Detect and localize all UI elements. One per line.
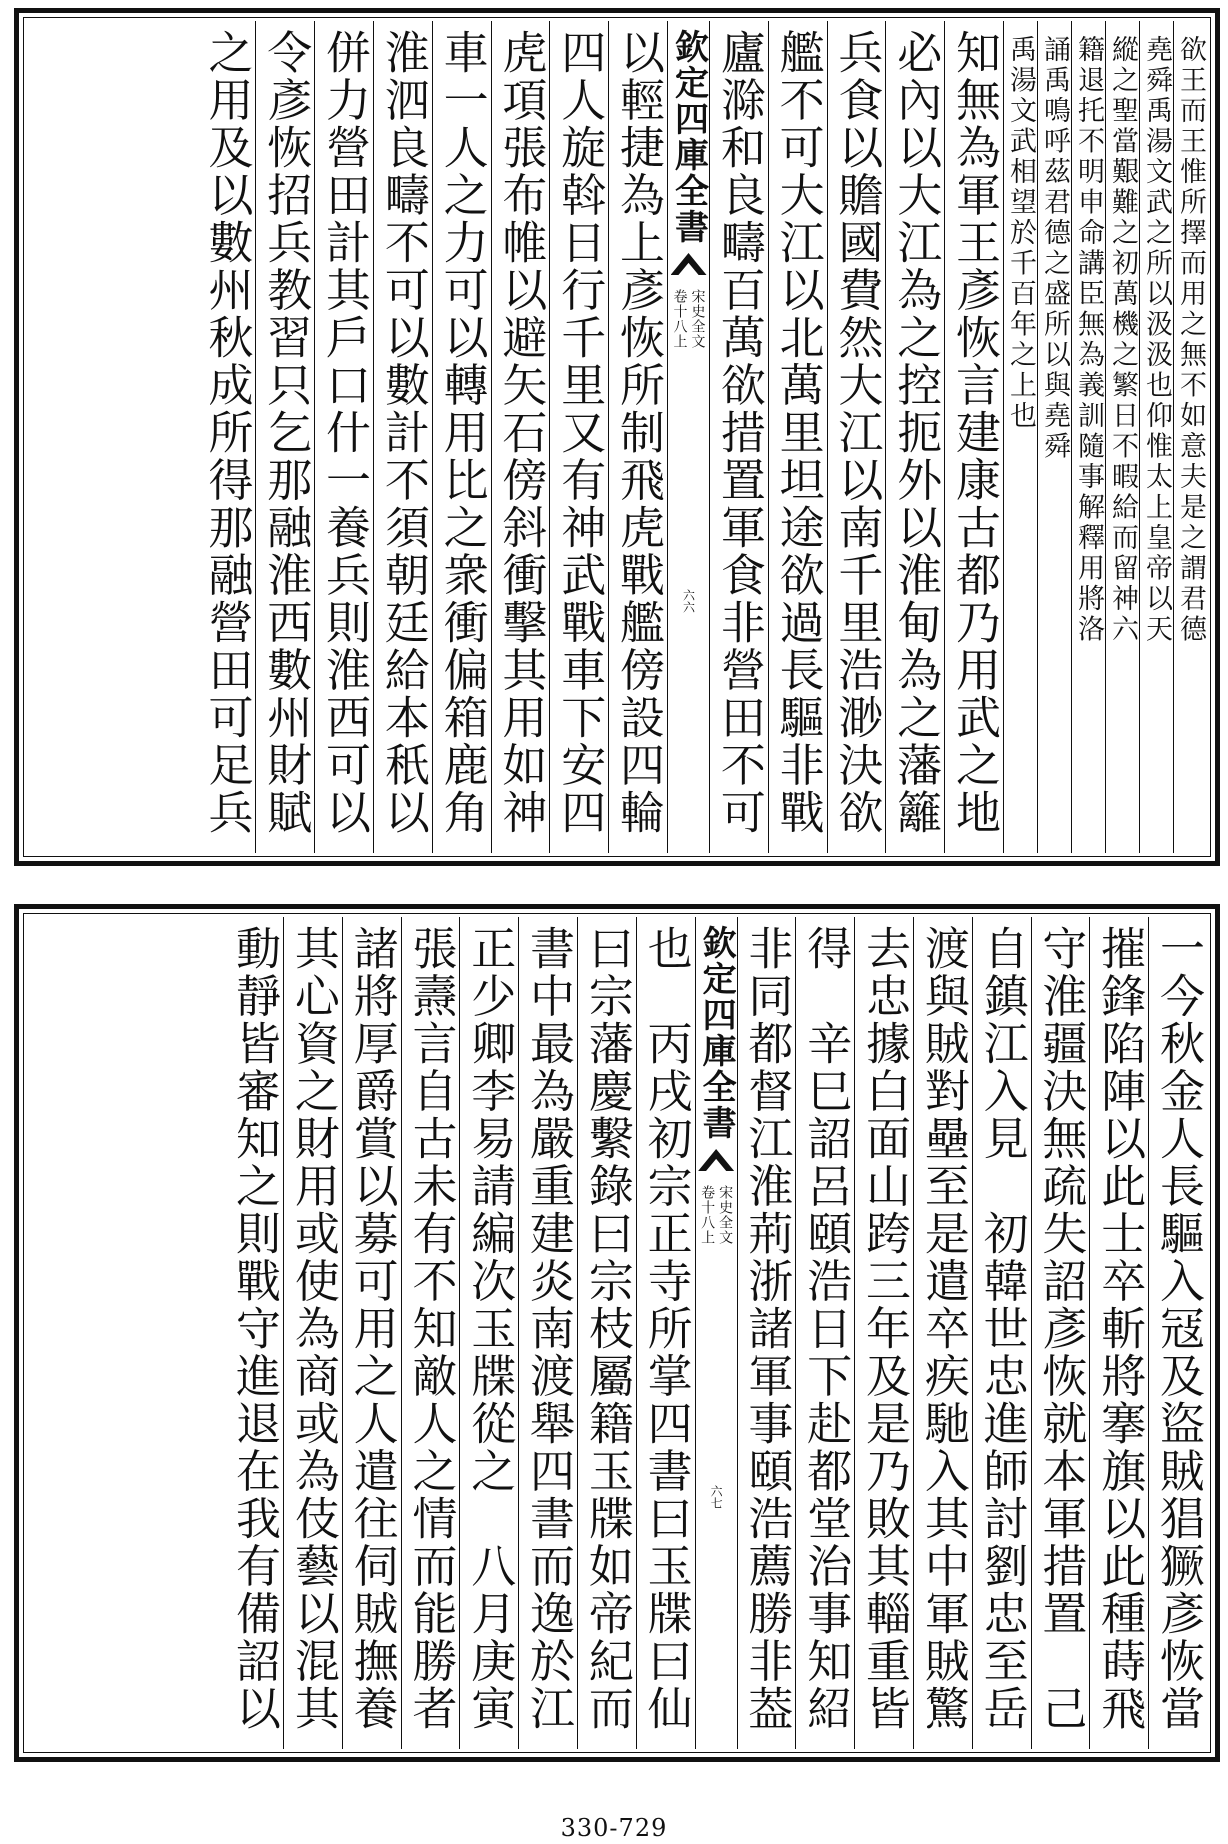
text-column: 也 丙戌初宗正寺所掌四書曰玉牒曰仙 xyxy=(636,917,695,1749)
text-column: 艦不可大江以北萬里坦途欲過長驅非戰 xyxy=(768,21,827,853)
text-column: 書中最為嚴重建炎南渡舉四書而逸於江 xyxy=(518,917,577,1749)
text-column: 必內以大江為之控扼外以淮甸為之藩籬 xyxy=(885,21,944,853)
text-column: 自鎮江入見 初韓世忠進師討劉忠至岳 xyxy=(972,917,1031,1749)
fold-book-title: 宋史全文 xyxy=(717,1185,734,1245)
text-column: 兵食以贍國費然大江以南千里浩渺決欲 xyxy=(827,21,886,853)
fish-tail-mark-icon xyxy=(698,1149,734,1177)
fold-volume: 卷十八上 xyxy=(699,1185,716,1245)
text-column: 車一人之力可以轉用比之衆衝偏箱鹿角 xyxy=(432,21,491,853)
annotation-column: 縱之聖當艱難之初萬機之繁日不暇給而留神六 xyxy=(1105,21,1139,853)
fold-book-title: 宋史全文 xyxy=(689,289,706,349)
text-column: 之用及以數州秋成所得那融營田可足兵 xyxy=(200,29,254,837)
text-column: 非同都督江淮荊浙諸軍事頤浩薦勝非葢 xyxy=(737,917,796,1749)
text-column: 令彥恢招兵教習只乞那融淮西數州財賦 xyxy=(255,21,314,853)
text-column: 以輕捷為上彥恢所制飛虎戰艦傍設四輪 xyxy=(608,21,667,853)
text-column: 併力營田計其戶口什一養兵則淮西可以 xyxy=(314,21,373,853)
fold-subtitle xyxy=(699,1185,733,1245)
text-column: 摧鋒陷陣以此士卒斬將搴旗以此種蒔飛 xyxy=(1089,917,1148,1749)
annotation-column: 禹湯文武相望於千百年之上也 xyxy=(1003,21,1037,853)
annotation-column: 欲王而王惟所擇而用之無不如意夫是之謂君德 xyxy=(1173,21,1207,853)
text-column: 張燾言自古未有不知敵人之情而能勝者 xyxy=(401,917,460,1749)
upper-page xyxy=(14,8,1220,866)
center-fold-column xyxy=(667,21,709,853)
text-column: 動靜皆審知之則戰守進退在我有備詔以 xyxy=(228,925,282,1733)
text-column: 去忠據白面山跨三年及是乃敗其輜重皆 xyxy=(854,917,913,1749)
text-column: 得 辛巳詔呂頤浩日下赴都堂治事知紹 xyxy=(795,917,854,1749)
text-column: 廬滁和良疇百萬欲措置軍食非營田不可 xyxy=(709,21,768,853)
text-column: 其心資之財用或使為商或為伎藝以混其 xyxy=(283,917,342,1749)
text-column: 渡與賊對壘至是遣卒疾馳入其中軍賊驚 xyxy=(913,917,972,1749)
text-column: 淮泗良疇不可以數計不須朝廷給本秖以 xyxy=(373,21,432,853)
annotation-column: 堯舜禹湯文武之所以汲汲也仰惟太上皇帝以天 xyxy=(1139,21,1173,853)
page-footer-number: 330-729 xyxy=(560,1814,668,1842)
annotation-column: 誦禹鳴呼茲君德之盛所以與堯舜 xyxy=(1037,21,1071,853)
lower-text-columns xyxy=(27,917,1207,1749)
fish-tail-mark-icon xyxy=(671,253,707,281)
text-column: 守淮疆決無疏失詔彥恢就本軍措置 己 xyxy=(1031,917,1090,1749)
upper-text-columns xyxy=(27,21,1207,853)
fold-subtitle xyxy=(672,289,706,349)
fold-title: 欽定四庫全書 xyxy=(668,29,709,245)
lower-page xyxy=(14,904,1220,1762)
text-column: 正少卿李易請編次玉牒從之 八月庚寅 xyxy=(459,917,518,1749)
text-column: 四人旋斡日行千里又有神武戰車下安四 xyxy=(549,21,608,853)
text-column: 虎項張布帷以避矢石傍斜衝擊其用如神 xyxy=(491,21,550,853)
text-column: 知無為軍王彥恢言建康古都乃用武之地 xyxy=(944,21,1003,853)
fold-page-number: 六六 xyxy=(681,589,696,613)
text-column: 諸將厚爵賞以募可用之人遣往伺賊撫養 xyxy=(342,917,401,1749)
annotation-column: 籍退托不明申命講臣無為義訓隨事解釋用將洛 xyxy=(1071,21,1105,853)
text-column: 一今秋金人長驅入冦及盜賊猖獗彥恢當 xyxy=(1148,917,1207,1749)
center-fold-column xyxy=(695,917,737,1749)
fold-title: 欽定四庫全書 xyxy=(696,925,737,1141)
fold-page-number: 六七 xyxy=(709,1485,724,1509)
text-column: 曰宗藩慶繫錄曰宗枝屬籍玉牒如帝紀而 xyxy=(577,917,636,1749)
fold-volume: 卷十八上 xyxy=(671,289,688,349)
